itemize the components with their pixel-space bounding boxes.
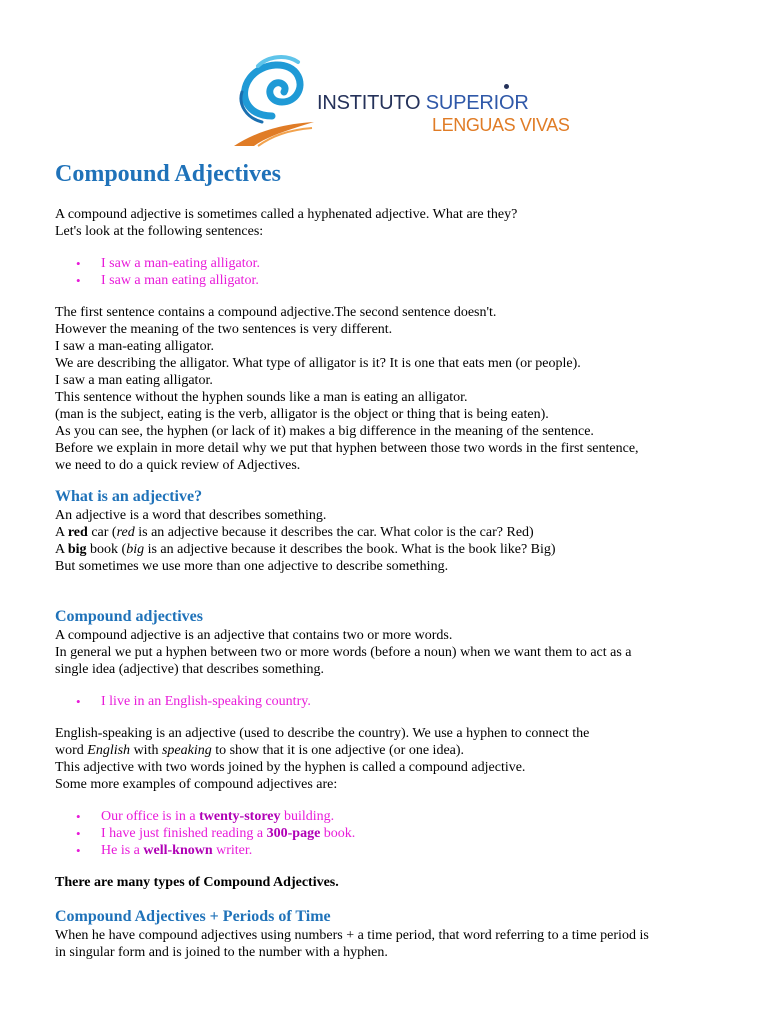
list-item: • I saw a man-eating alligator.: [55, 255, 735, 272]
italic-word: speaking: [161, 743, 212, 758]
text-line: Some more examples of compound adjectives are:: [55, 777, 338, 792]
intro-line: A compound adjective is sometimes called a hyphenated adjective. What are they?: [55, 207, 518, 222]
heading-compound-adjectives: Compound adjectives: [55, 608, 204, 625]
heading-periods-of-time: Compound Adjectives + Periods of Time: [55, 908, 331, 925]
text-span: Our office is in a: [101, 809, 200, 824]
heading-what-is-adjective: What is an adjective?: [55, 488, 203, 505]
text-span: to show that it is one adjective (or one idea).: [211, 743, 465, 758]
text-span: building.: [280, 809, 335, 824]
logo-line-1: [317, 92, 529, 115]
text-line: [55, 541, 735, 558]
adjective-paragraph: [55, 507, 735, 575]
text-line: I saw a man eating alligator.: [55, 373, 213, 388]
text-span: is an adjective because it describes the car. What color is the car? Red): [134, 525, 534, 540]
text-line: (man is the subject, eating is the verb, alligator is the object or thing that is being eaten).: [55, 407, 549, 422]
page-title: Compound Adjectives: [55, 161, 282, 187]
time-paragraph: [55, 927, 735, 961]
text-line: But sometimes we use more than one adjective to describe something.: [55, 559, 449, 574]
text-line: This sentence without the hyphen sounds like a man is eating an alligator.: [55, 390, 468, 405]
italic-word: big: [126, 542, 145, 557]
bold-word: red: [67, 525, 88, 540]
explanation-paragraph: [55, 304, 735, 474]
example-sentences-list: [55, 255, 735, 289]
institute-logo: [228, 52, 570, 147]
text-span: car (: [87, 525, 117, 540]
bold-word: big: [67, 542, 87, 557]
compound-example-list: [55, 693, 735, 710]
text-span: word: [55, 743, 88, 758]
list-item: [55, 825, 735, 842]
text-span: with: [130, 743, 162, 758]
text-line: [55, 742, 735, 759]
text-line: When he have compound adjectives using numbers + a time period, that word referring to a time period is: [55, 928, 649, 943]
document-body: [55, 157, 735, 961]
text-line: An adjective is a word that describes something.: [55, 508, 327, 523]
text-line: single idea (adjective) that describes something.: [55, 662, 325, 677]
italic-word: red: [116, 525, 135, 540]
text-span: He is a: [101, 843, 144, 858]
list-item: [55, 842, 735, 859]
list-item: [55, 808, 735, 825]
text-line: Before we explain in more detail why we put that hyphen between those two words in the first sentence,: [55, 441, 639, 456]
text-line: However the meaning of the two sentences is very different.: [55, 322, 393, 337]
logo-dot: [504, 84, 509, 89]
compound-paragraph: [55, 627, 735, 678]
bold-word: well-known: [143, 843, 213, 858]
logo-text-instituto: INSTITUTO: [317, 92, 421, 114]
intro-line: Let's look at the following sentences:: [55, 224, 264, 239]
text-line: As you can see, the hyphen (or lack of it) makes a big difference in the meaning of the sentence.: [55, 424, 594, 439]
text-line: we need to do a quick review of Adjectives.: [55, 458, 301, 473]
types-note: There are many types of Compound Adjectives.: [55, 875, 339, 890]
text-line: in singular form and is joined to the number with a hyphen.: [55, 945, 388, 960]
text-line: In general we put a hyphen between two or more words (before a noun) when we want them to act as a: [55, 645, 632, 660]
italic-word: English: [87, 743, 131, 758]
text-line: I saw a man-eating alligator.: [55, 339, 214, 354]
text-line: The first sentence contains a compound adjective.The second sentence doesn't.: [55, 305, 497, 320]
list-item: • I live in an English-speaking country.: [55, 693, 735, 710]
text-span: A: [55, 525, 68, 540]
text-line: [55, 524, 735, 541]
text-line: A compound adjective is an adjective that contains two or more words.: [55, 628, 453, 643]
text-span: is an adjective because it describes the book. What is the book like? Big): [144, 542, 556, 557]
intro-paragraph: [55, 206, 735, 240]
text-span: book.: [320, 826, 356, 841]
text-line: We are describing the alligator. What type of alligator is it? It is one that eats men (or people).: [55, 356, 581, 371]
logo-text-superior: SUPERIOR: [425, 92, 529, 114]
list-item: • I saw a man eating alligator.: [55, 272, 735, 289]
more-examples-list: [55, 808, 735, 859]
text-span: book (: [86, 542, 127, 557]
logo-line-2: LENGUAS VIVAS: [432, 115, 570, 135]
bold-word: 300-page: [266, 826, 321, 841]
text-line: English-speaking is an adjective (used to describe the country). We use a hyphen to connect the: [55, 726, 590, 741]
bold-word: twenty-storey: [199, 809, 281, 824]
text-span: A: [55, 542, 68, 557]
text-span: I have just finished reading a: [101, 826, 267, 841]
text-span: writer.: [212, 843, 253, 858]
text-line: This adjective with two words joined by the hyphen is called a compound adjective.: [55, 760, 526, 775]
compound-explanation: [55, 725, 735, 793]
swirl-logo-icon: [228, 52, 318, 147]
